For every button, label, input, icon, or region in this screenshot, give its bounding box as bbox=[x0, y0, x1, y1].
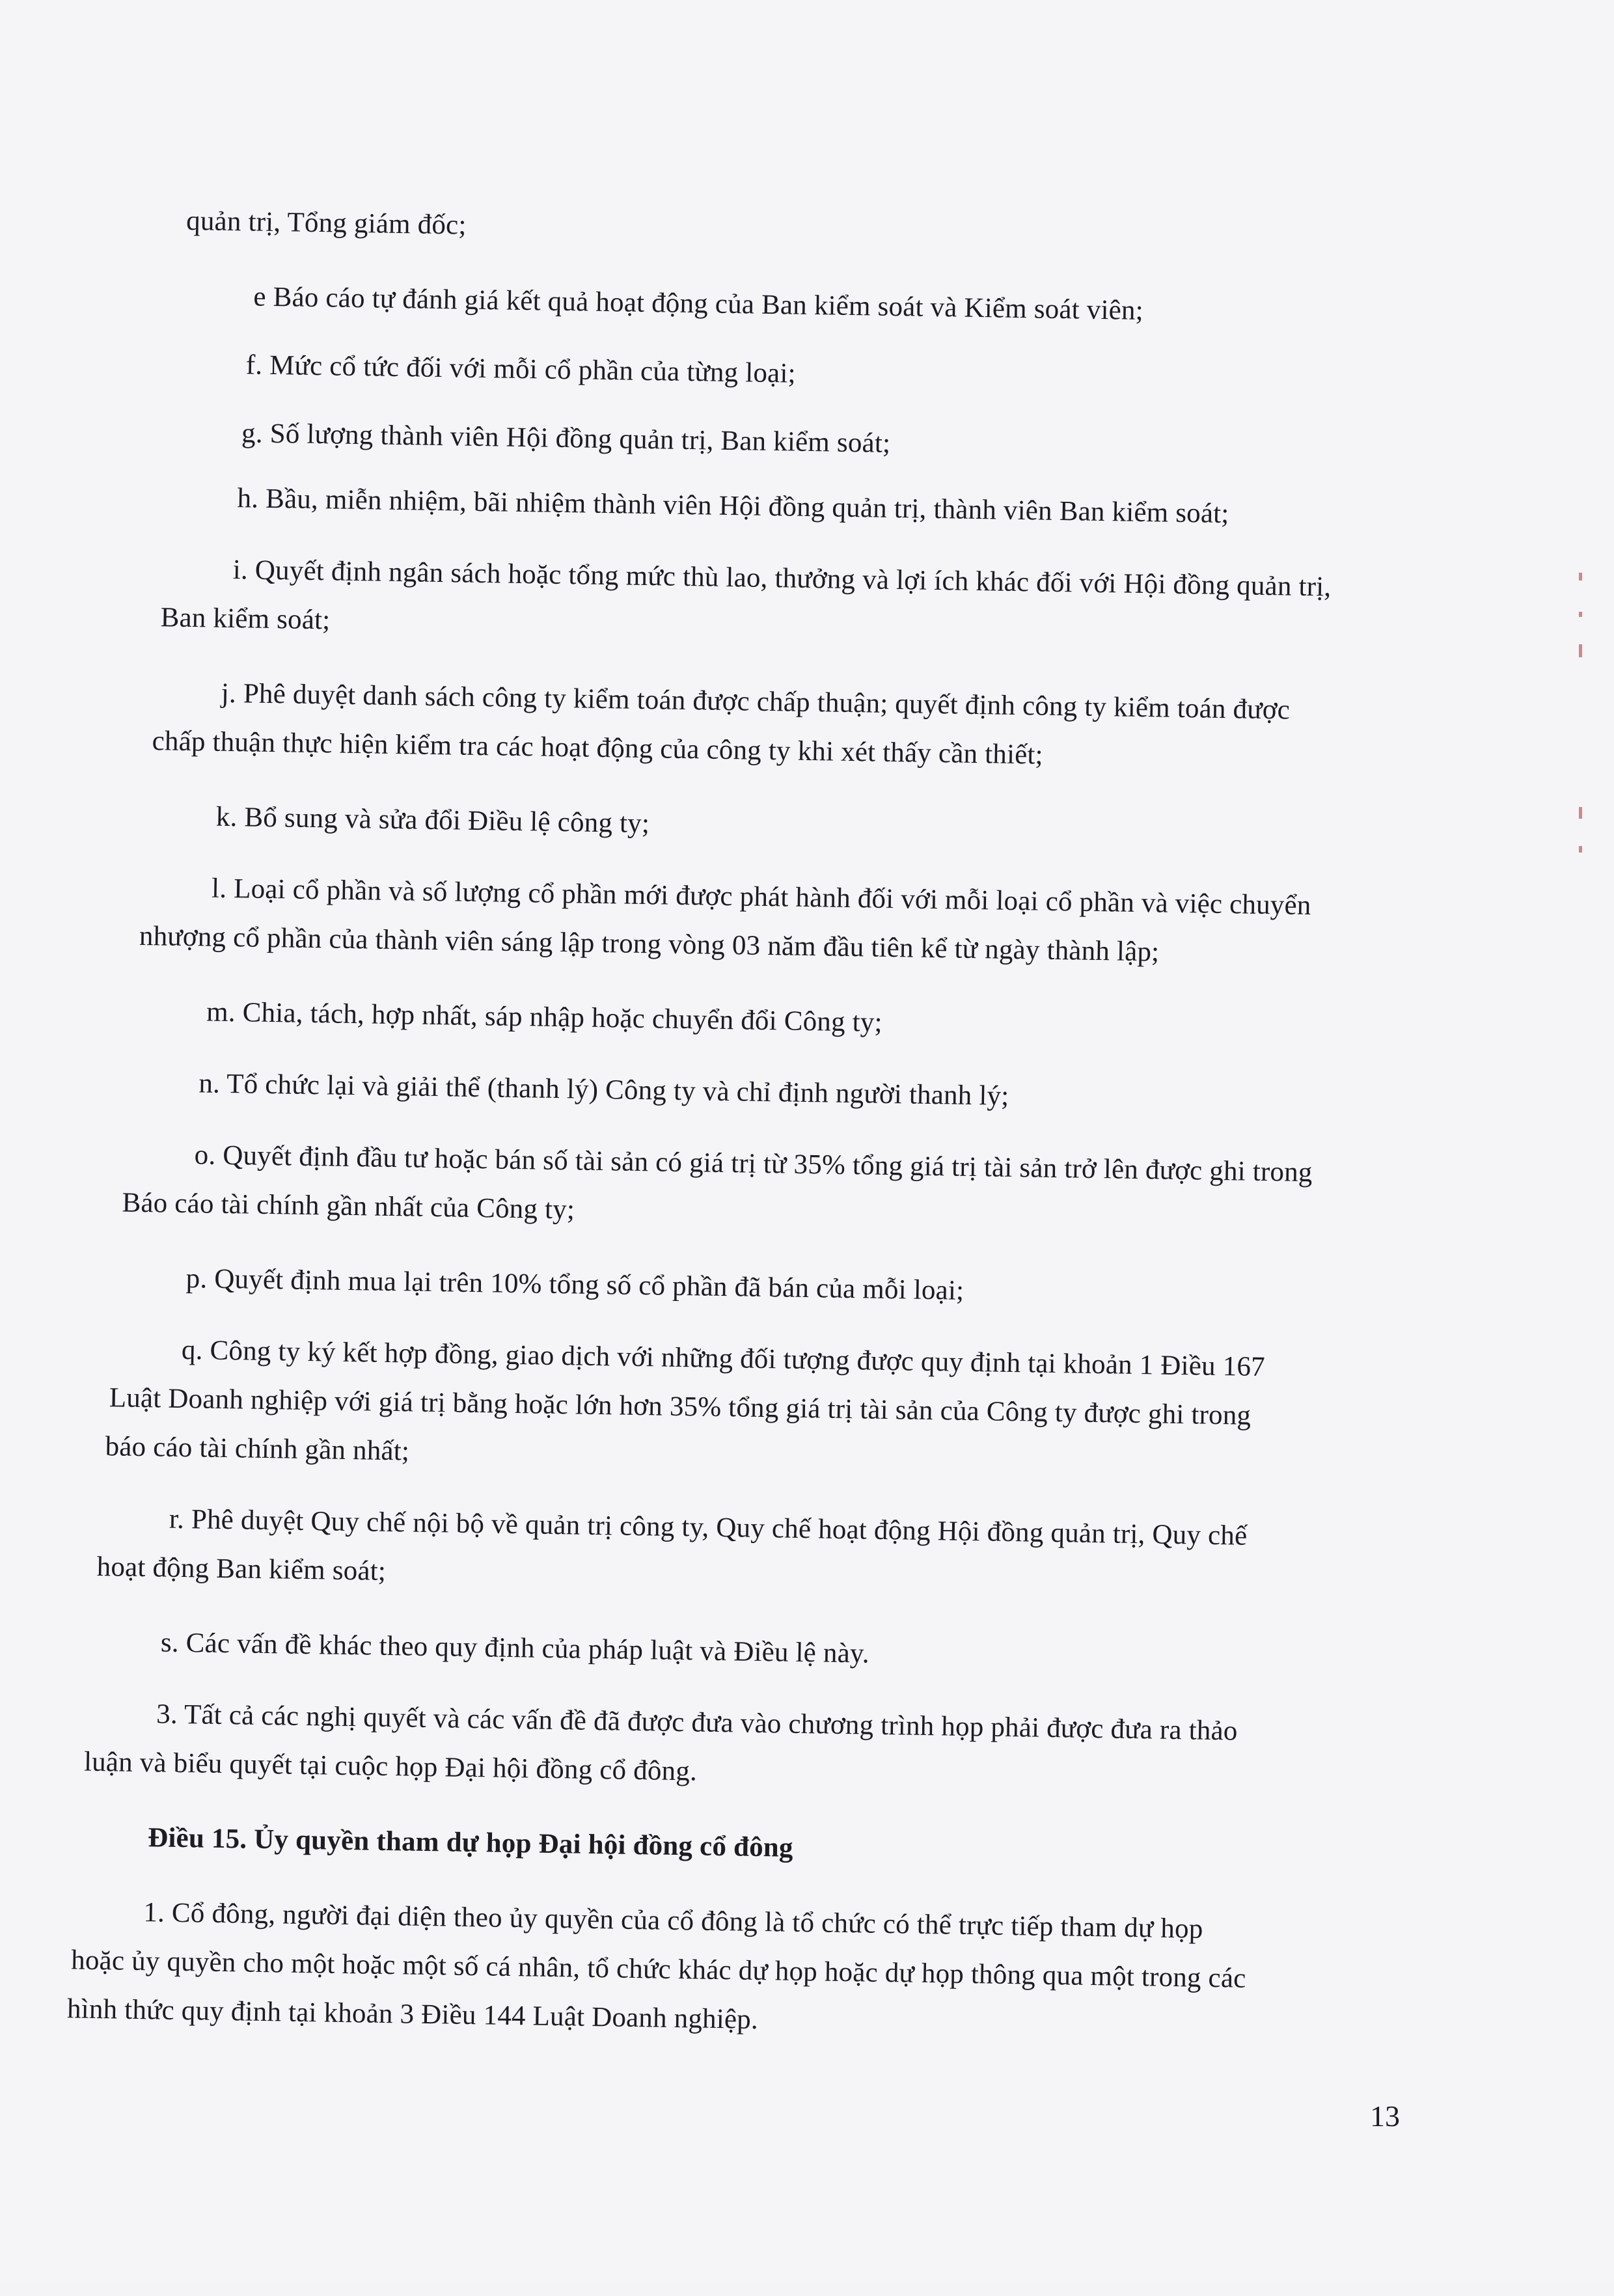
text-line: h. Bầu, miễn nhiệm, bãi nhiệm thành viên Hội đồng quản trị, thành viên Ban kiểm soát; bbox=[237, 483, 1229, 530]
text-line: báo cáo tài chính gần nhất; bbox=[105, 1431, 410, 1467]
text-line: m. Chia, tách, hợp nhất, sáp nhập hoặc chuyển đổi Công ty; bbox=[206, 996, 883, 1038]
text-line: o. Quyết định đầu tư hoặc bán số tài sản có giá trị từ 35% tổng giá trị tài sản trở lên được ghi trong bbox=[194, 1140, 1313, 1188]
text-line: e Báo cáo tự đánh giá kết quả hoạt động của Ban kiểm soát và Kiểm soát viên; bbox=[253, 281, 1144, 326]
text-line: hình thức quy định tại khoản 3 Điều 144 Luật Doanh nghiệp. bbox=[66, 1993, 759, 2035]
text-line: g. Số lượng thành viên Hội đồng quản trị, Ban kiểm soát; bbox=[241, 418, 891, 459]
text-line: Ban kiểm soát; bbox=[160, 602, 331, 636]
text-line: n. Tổ chức lại và giải thể (thanh lý) Công ty và chỉ định người thanh lý; bbox=[198, 1068, 1009, 1112]
text-line: Luật Doanh nghiệp với giá trị bằng hoặc lớn hơn 35% tổng giá trị tài sản của Công ty được ghi trong bbox=[109, 1382, 1252, 1431]
text-line: i. Quyết định ngân sách hoặc tổng mức thù lao, thưởng và lợi ích khác đối với Hội đồng quản trị, bbox=[232, 554, 1332, 603]
page-number: 13 bbox=[1370, 2099, 1400, 2133]
section-heading: Điều 15. Ủy quyền tham dự họp Đại hội đồng cổ đông bbox=[147, 1822, 794, 1863]
text-line: s. Các vấn đề khác theo quy định của pháp luật và Điều lệ này. bbox=[160, 1627, 870, 1669]
text-line: 1. Cổ đông, người đại diện theo ủy quyền của cổ đông là tổ chức có thể trực tiếp tham dự họp bbox=[143, 1897, 1203, 1945]
text-line: k. Bổ sung và sửa đổi Điều lệ công ty; bbox=[215, 801, 650, 840]
text-line: p. Quyết định mua lại trên 10% tổng số cổ phần đã bán của mỗi loại; bbox=[185, 1263, 964, 1306]
text-line: Báo cáo tài chính gần nhất của Công ty; bbox=[122, 1187, 575, 1225]
text-line: 3. Tất cả các nghị quyết và các vấn đề đã được đưa vào chương trình họp phải được đưa ra thảo bbox=[156, 1699, 1238, 1747]
text-line: q. Công ty ký kết hợp đồng, giao dịch với những đối tượng được quy định tại khoản 1 Điều 167 bbox=[181, 1334, 1266, 1383]
text-line: luận và biểu quyết tại cuộc họp Đại hội đồng cổ đông. bbox=[83, 1746, 698, 1787]
text-line: hoạt động Ban kiểm soát; bbox=[96, 1551, 387, 1587]
scan-edge-marks bbox=[1579, 573, 1588, 866]
text-line: hoặc ủy quyền cho một hoặc một số cá nhân, tổ chức khác dự họp hoặc dự họp thông qua một trong các bbox=[70, 1945, 1246, 1994]
text-line: r. Phê duyệt Quy chế nội bộ về quản trị công ty, Quy chế hoạt động Hội đồng quản trị, Quy chế bbox=[169, 1503, 1248, 1551]
text-line: chấp thuận thực hiện kiểm tra các hoạt động của công ty khi xét thấy cần thiết; bbox=[152, 726, 1044, 771]
text-line: quản trị, Tổng giám đốc; bbox=[185, 205, 467, 241]
text-line: l. Loại cổ phần và số lượng cổ phần mới được phát hành đối với mỗi loại cổ phần và việc chuyển bbox=[211, 873, 1311, 922]
text-line: j. Phê duyệt danh sách công ty kiểm toán được chấp thuận; quyết định công ty kiểm toán được bbox=[221, 677, 1291, 726]
text-line: f. Mức cổ tức đối với mỗi cổ phần của từng loại; bbox=[245, 349, 797, 389]
text-line: nhượng cổ phần của thành viên sáng lập trong vòng 03 năm đầu tiên kể từ ngày thành lập; bbox=[139, 920, 1160, 968]
